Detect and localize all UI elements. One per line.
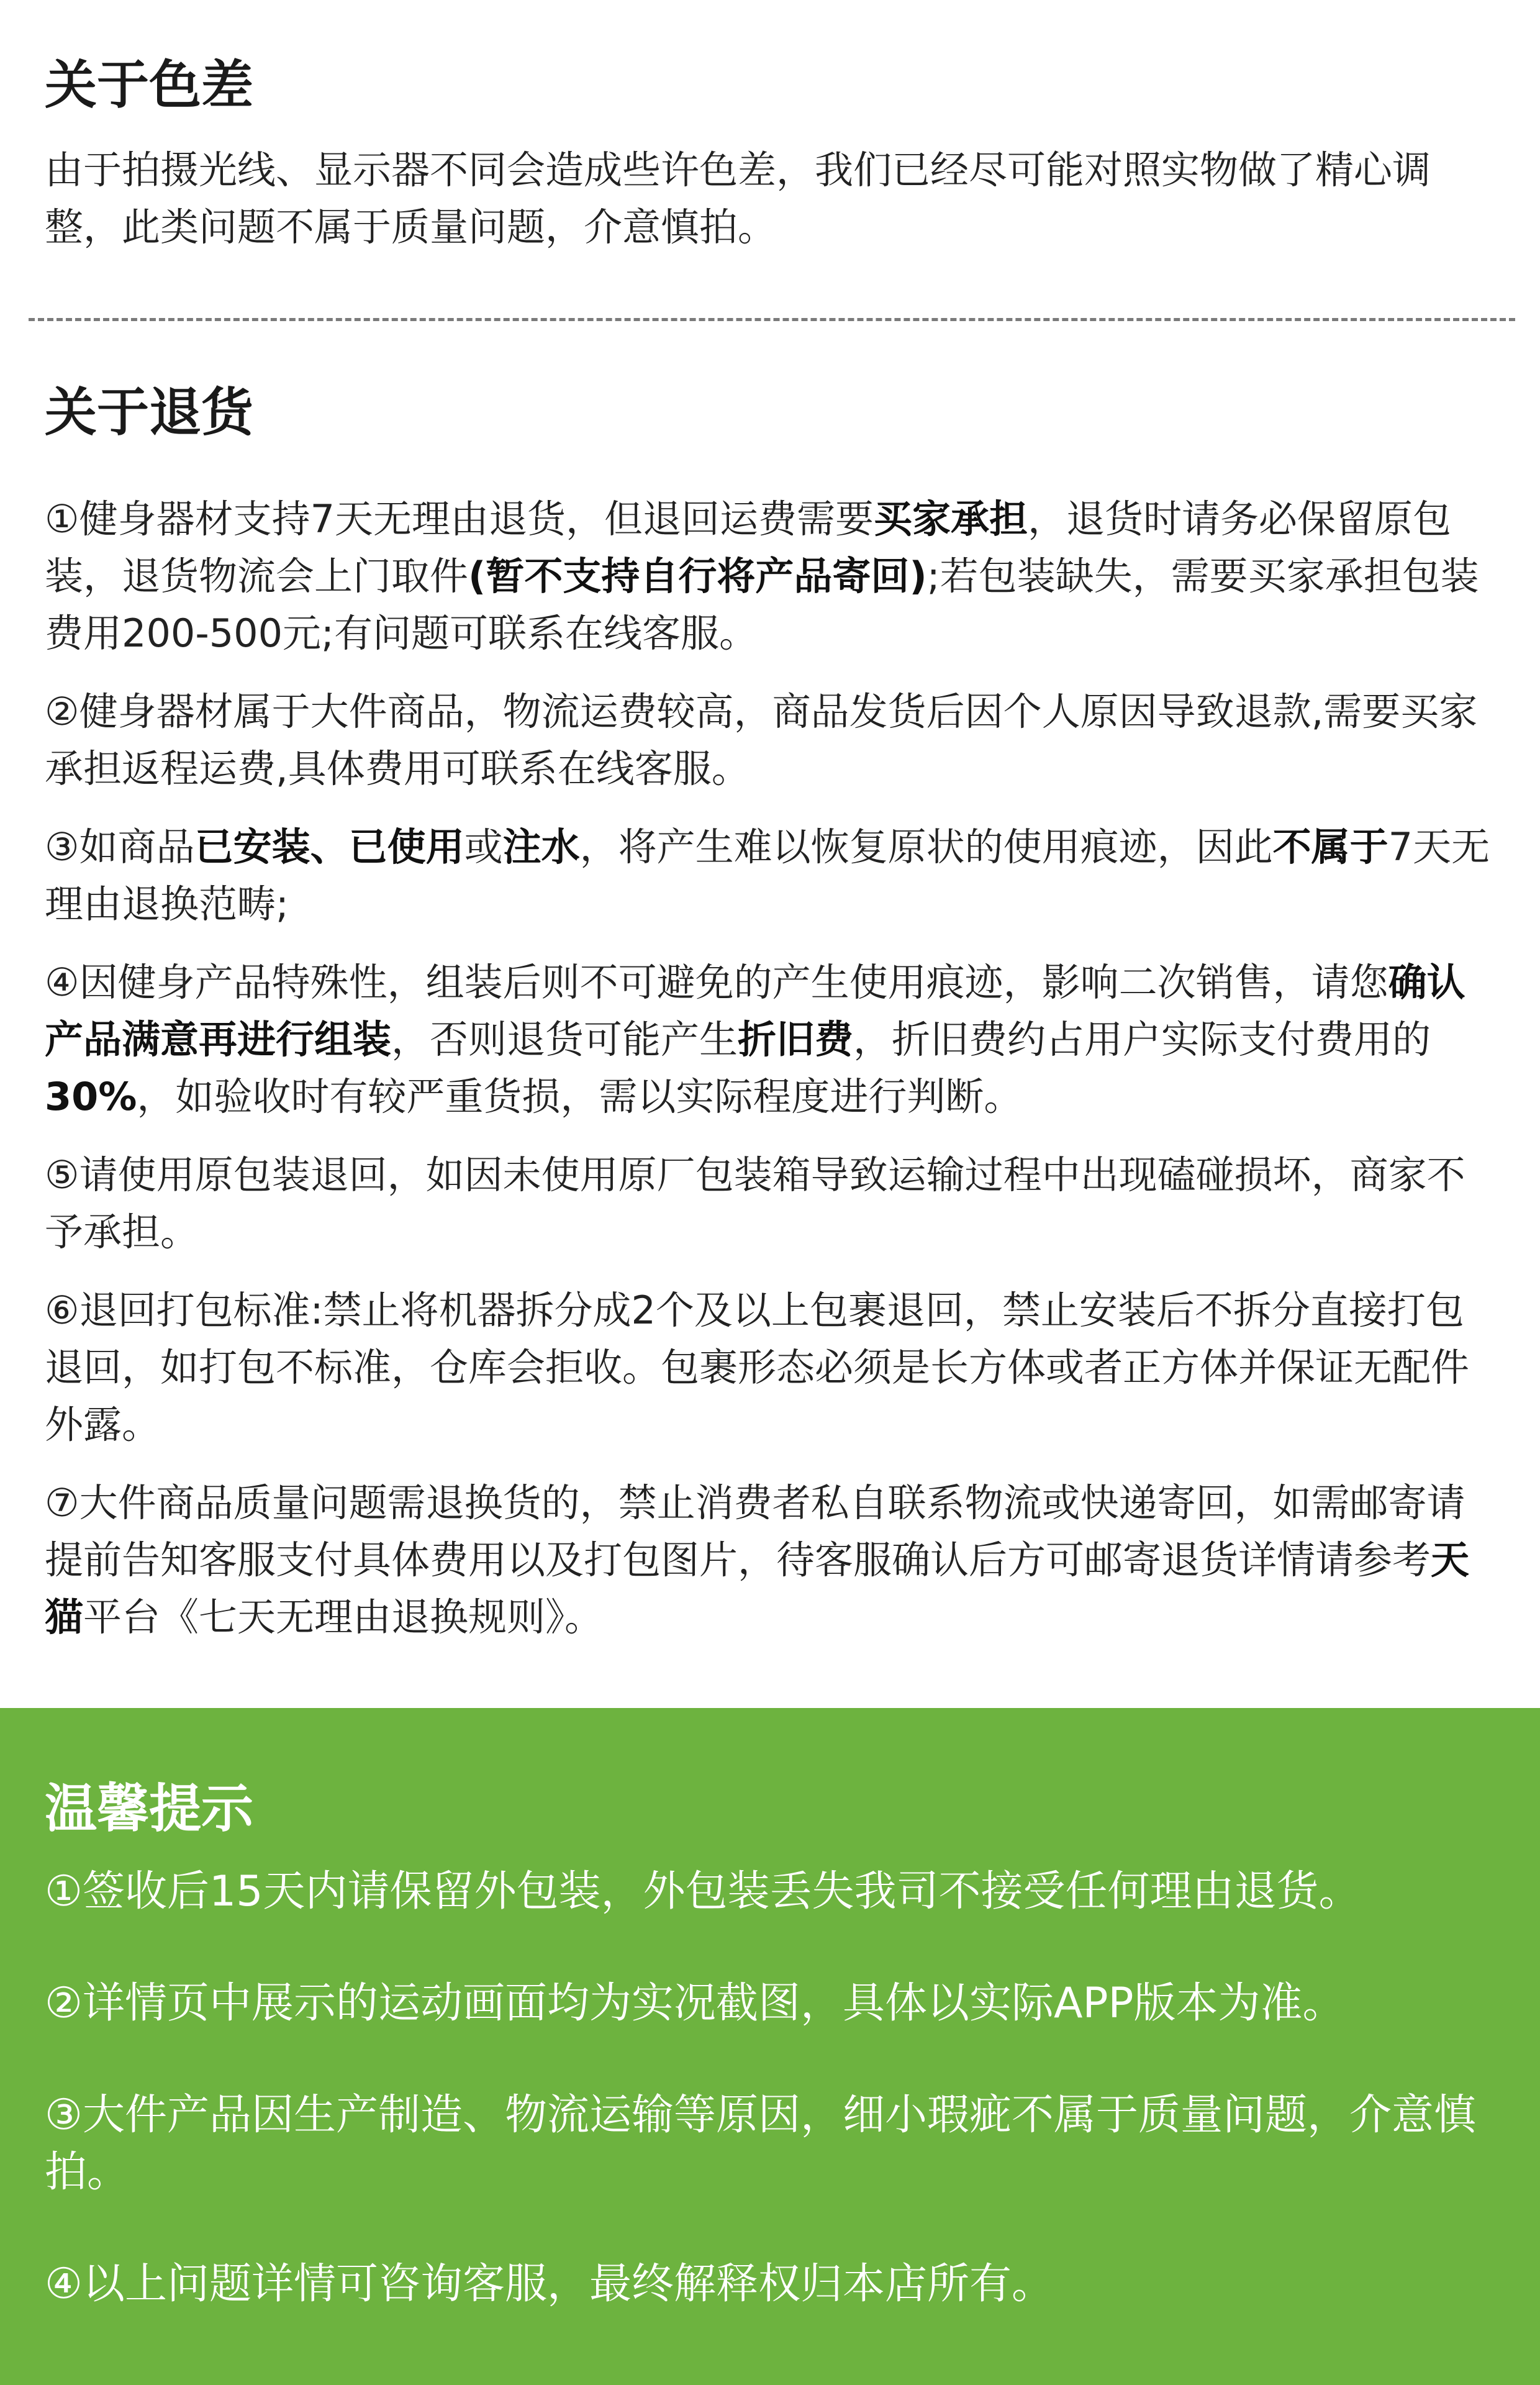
tip-item: ④以上问题详情可咨询客服，最终解释权归本店所有。 — [45, 2260, 1054, 2309]
item-text: ，折旧费约占用户实际支付费用的 — [853, 1017, 1431, 1062]
item-text: ，如验收时有较严重货损，需以实际程度进行判断。 — [137, 1074, 1023, 1119]
item-text: ⑥退回打包标准:禁止将机器拆分成2个及以上包裹退回，禁止安装后不拆分直接打包退回，如打包不标准，仓库会拒收。包裹形态必须是长方体或者正方体并保证无配件外露。 — [45, 1288, 1470, 1447]
item-text: ②健身器材属于大件商品，物流运费较高，商品发货后因个人原因导致退款,需要买家承担返程运费,具体费用可联系在线客服。 — [45, 689, 1478, 791]
item-text: ④因健身产品特殊性，组装后则不可避免的产生使用痕迹，影响二次销售，请您 — [45, 960, 1388, 1005]
emphasis-text: 天猫 — [45, 1537, 1470, 1640]
returns-list — [45, 491, 1498, 1667]
return-policy-item — [45, 954, 1498, 1125]
tips-panel — [0, 1708, 1540, 2385]
item-text: ，将产生难以恢复原状的使用痕迹，因此 — [579, 824, 1273, 870]
section-divider — [29, 318, 1515, 321]
return-policy-item — [45, 819, 1498, 933]
tips-title: 温馨提示 — [45, 1778, 254, 1839]
emphasis-text: 已安装、已使用 — [194, 824, 464, 870]
item-text: ;若包装缺失，需要买家承担包装费用200-500元;有问题可联系在线客服。 — [45, 553, 1479, 656]
item-text: ，退货时请务必保留原包装，退货物流会上门取件 — [45, 496, 1452, 599]
item-text: ⑦大件商品质量问题需退换货的，禁止消费者私自联系物流或快递寄回，如需邮寄请提前告知客服支付具体费用以及打包图片，待客服确认后方可邮寄退货详情请参考 — [45, 1480, 1465, 1583]
emphasis-text: 不属于 — [1272, 824, 1388, 870]
tips-list — [45, 1863, 1498, 2368]
emphasis-text: 30% — [45, 1074, 137, 1119]
emphasis-text: 注水 — [502, 824, 580, 870]
returns-section-title: 关于退货 — [45, 382, 254, 443]
item-text: ①健身器材支持7天无理由退货，但退回运费需要 — [45, 496, 874, 542]
item-text: 7天无理由退换范畴; — [45, 824, 1490, 927]
emphasis-text: 折旧费 — [738, 1017, 854, 1062]
tip-item: ①签收后15天内请保留外包装，外包装丢失我司不接受任何理由退货。 — [45, 1867, 1361, 1916]
color-section-title: 关于色差 — [45, 55, 254, 116]
item-text: ，否则退货可能产生 — [391, 1017, 738, 1062]
return-policy-item — [45, 1474, 1498, 1646]
item-text: 平台《七天无理由退换规则》。 — [83, 1594, 604, 1640]
color-section-body: 由于拍摄光线、显示器不同会造成些许色差，我们已经尽可能对照实物做了精心调整，此类问题不属于质量问题，介意慎拍。 — [45, 147, 1431, 250]
tip-item: ②详情页中展示的运动画面均为实况截图，具体以实际APP版本为准。 — [45, 1979, 1345, 2028]
emphasis-text: 买家承担 — [874, 496, 1028, 542]
emphasis-text: 确认产品满意再进行组装 — [45, 960, 1465, 1062]
return-policy-item — [45, 1282, 1498, 1453]
return-policy-item — [45, 491, 1498, 662]
emphasis-text: (暂不支持自行将产品寄回) — [468, 553, 927, 599]
tip-item: ③大件产品因生产制造、物流运输等原因，细小瑕疵不属于质量问题，介意慎拍。 — [45, 2091, 1476, 2197]
item-text: 或 — [464, 824, 503, 870]
return-policy-item — [45, 1147, 1498, 1261]
return-policy-item — [45, 683, 1498, 797]
item-text: ③如商品 — [45, 824, 195, 870]
item-text: ⑤请使用原包装退回，如因未使用原厂包装箱导致运输过程中出现磕碰损坏，商家不予承担。 — [45, 1152, 1465, 1255]
